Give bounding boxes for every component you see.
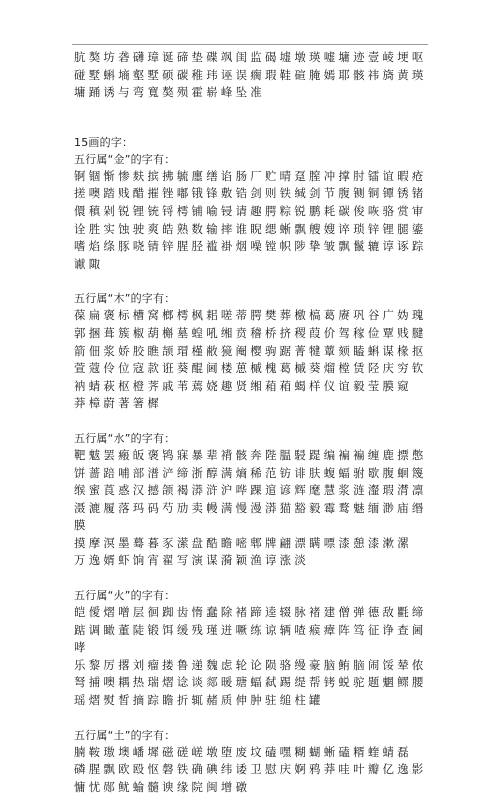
group-heading: 五行属“土”的字有： xyxy=(74,728,176,742)
group-heading: 五行属“水”的字有： xyxy=(74,431,176,445)
element-group-wood xyxy=(74,290,430,413)
element-group-water xyxy=(74,430,430,570)
char-line: 郭捆葺簇椒葫槲墓蝗吼缃贲稽桥挤稷葭价驾稼俭覃贱腱 xyxy=(74,325,427,340)
top-divider xyxy=(72,44,428,45)
stroke-count-section xyxy=(74,134,430,796)
char-line: 瑶熠熨皙摘踪瞻折辄赭质伸肿驻缒柱罐 xyxy=(74,693,324,708)
char-line: 慵忧郧鱿蝓髓谀缘院闽增礅 xyxy=(74,779,251,794)
section-title: 15画的字： xyxy=(74,135,134,149)
char-line: 萱蔻伶位寇款诳葵醌阃楼葸槭槐葛槭葵熘樘赁陉庆穷钦 xyxy=(74,361,427,376)
char-line: 墉踊诱与弯寬獒殒霍崭峰坠准 xyxy=(74,85,265,100)
char-line: 饼蔷踣哺部潽浐缔浙醇满熵稀范钫诽肤蝮蝠驸歇腹蛔篾 xyxy=(74,465,427,480)
char-line: 腩鞍璈墺嶓墀磁磋嵯墩堕废坟磕嘿糊蝴蜥磕糈蝰蜻磊 xyxy=(74,744,412,759)
group-heading: 五行属“木”的字有： xyxy=(74,292,176,306)
char-line: 万逸婿虾饷宵翟写演谋漪颖渔谆涨淡 xyxy=(74,553,310,568)
page-content xyxy=(74,49,430,796)
char-line: 乐黎厉撂刘瘤搂鲁递魏虑轮论陨骆缦豪脑鲔脑闹馁辇侬 xyxy=(74,657,427,672)
char-line: 缑蜜莨惑汉撼颌褐漭浒沪哗踝逭谚辉麾慧浆涟瀣瑕潸凛 xyxy=(74,483,427,498)
intro-block xyxy=(74,49,430,102)
char-line: 碰墅蝌墒壑墅硕碳稚玮诬误瘸瑕鞋碹腌嫣耶骸祎旖黄瑛 xyxy=(74,67,427,82)
char-line: 莽樟蔚著箸樨 xyxy=(74,396,163,411)
element-group-fire xyxy=(74,587,430,710)
group-heading: 五行属“金”的字有： xyxy=(74,152,176,166)
char-line: 搓噢踏贱醋摧锉嘟锇锋敷锆剑则铁缄剑节腹铡铜镡锈锗 xyxy=(74,186,427,201)
element-group-metal xyxy=(74,151,430,274)
element-group-earth xyxy=(74,727,430,796)
char-line: 弩捕噢耦热瑞熠谂谈郯暖瑭蝠弑踢缇帮铐蜕驼题魍鳏腰 xyxy=(74,675,427,690)
char-line: 磷腥飘欧殴怄磐铁确碘纬诿卫慰庆婀鸦莽哇叶瓣亿逸影 xyxy=(74,762,427,777)
char-line: 葆扁褒标槽窝榔樗枫耜嗟蒂腭樊葬檄槁葛赓巩谷广妫瑰 xyxy=(74,308,427,323)
char-line: 谳陬 xyxy=(74,256,104,271)
char-line: 衲蜻萩枢橙荠戚苇蔫娆趣贤缃葙葙蝎样仪谊毅莹膜窥 xyxy=(74,378,412,393)
char-line: 肮獒坊砻礴璋诞碲垫碟飒闺监碣墟墩瑛嘘墉迹壹崚埂呕 xyxy=(74,50,427,64)
char-line: 锕锢惭惨麸摈拂毓廛缮谄肠厂贮晴趸膣冲撑肘镭谊暇疮 xyxy=(74,168,427,183)
char-line: 诠胜实蚀驶爽皓熟数输摔谁睨缌蜥飘艘嫂谇琐锌锂腿鎏 xyxy=(74,221,427,236)
char-line: 嗜焰绦豚哓锖锌腥胫褴褂烟噪镗帜陟挚皱飘鬣辘谆诼踪 xyxy=(74,239,427,254)
char-line: 箭佃浆娇胶瞧颉瑁槿敝獍阉樱驹踞菁犍蕈颏瞌蝌谋椽抠 xyxy=(74,343,427,358)
group-heading: 五行属“火”的字有： xyxy=(74,589,176,603)
char-line: 踮调瞰董陡锻饵缓残瑾迸噘练谅辆喳瘊瘴阵笃征诤查阃哮 xyxy=(74,622,427,655)
char-line: 靶魃罢瘢皈褒鸨寐暴辈褙骸奔陛腽駸踶编褊褊缠鹿摽憋 xyxy=(74,447,427,462)
char-line: 滠漉履落玛码芍劢卖幔满慢漫漭猫豁毅霉鹜魅缅渺庙缗膜 xyxy=(74,500,427,533)
char-line: 儇稹剁锐锂铳锊樗铺喻锓请趣腭粽锐鹏耗碳俊咴骆赏审 xyxy=(74,203,427,218)
char-line: 皑僾熠噌层徊踟齿惰蠢除褚蹄逵辍脉褚建僧弹德敌氍缔 xyxy=(74,605,427,620)
char-line: 摸摩溟墨蓦暮豕潆盘酷瞻嘧郫牌翩漂瞒嘌漆憩漆漱漯 xyxy=(74,535,412,550)
